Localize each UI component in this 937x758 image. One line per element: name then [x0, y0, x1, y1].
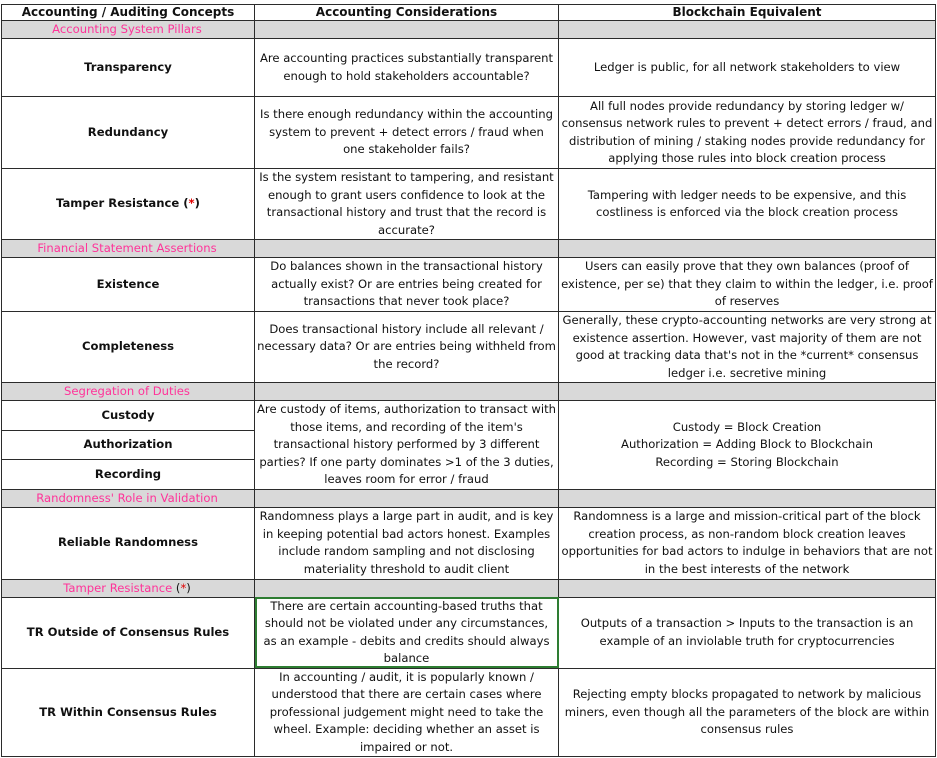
table-row-transparency	[2, 39, 936, 97]
table-row-tr-within	[2, 668, 936, 757]
header-row	[2, 5, 936, 21]
blockchain-cell[interactable]: Ledger is public, for all network stakeholders to view	[559, 39, 936, 97]
consideration-cell[interactable]: In accounting / audit, it is popularly known / understood that there are certain cases where professional judgement might need to take the wheel. Example: deciding whether an asset is impaired or not.	[255, 668, 559, 757]
section-title-randomness[interactable]: Randomness' Role in Validation	[2, 489, 255, 507]
blockchain-line-custody: Custody = Block Creation	[672, 419, 822, 434]
empty-cell[interactable]	[255, 240, 559, 258]
empty-cell[interactable]	[559, 489, 936, 507]
blockchain-cell[interactable]: Outputs of a transaction > Inputs to the transaction is an example of an inviolable truth for cryptocurrencies	[559, 597, 936, 668]
empty-cell[interactable]	[255, 383, 559, 401]
table-row-existence	[2, 258, 936, 312]
empty-cell[interactable]	[255, 579, 559, 597]
blockchain-cell[interactable]: Rejecting empty blocks propagated to network by malicious miners, even though all the parameters of the block are within consensus rules	[559, 668, 936, 757]
concept-cell[interactable]: Reliable Randomness	[2, 507, 255, 579]
blockchain-cell[interactable]: Generally, these crypto-accounting networks are very strong at existence assertion. However, vast majority of them are not good at tracking data that's not in the *current* consensus ledger i.e. secretive mining	[559, 312, 936, 383]
concept-cell[interactable]: TR Outside of Consensus Rules	[2, 597, 255, 668]
asterisk-marker: *	[188, 196, 195, 211]
blockchain-line-authorization: Authorization = Adding Block to Blockchain	[621, 437, 873, 451]
concept-label-end: )	[194, 196, 200, 211]
blockchain-cell[interactable]: Tampering with ledger needs to be expensive, and this costliness is enforced via the block creation process	[559, 169, 936, 240]
section-title-assertions[interactable]: Financial Statement Assertions	[2, 240, 255, 258]
empty-cell[interactable]	[559, 383, 936, 401]
blockchain-cell[interactable]	[559, 401, 936, 490]
blockchain-line-recording: Recording = Storing Blockchain	[655, 454, 839, 469]
concept-cell-authorization[interactable]: Authorization	[2, 430, 255, 460]
concept-cell[interactable]: TR Within Consensus Rules	[2, 668, 255, 757]
concept-cell[interactable]: Transparency	[2, 39, 255, 97]
concept-cell[interactable]: Existence	[2, 258, 255, 312]
table-row-custody	[2, 401, 936, 431]
header-blockchain[interactable]: Blockchain Equivalent	[559, 5, 936, 21]
empty-cell[interactable]	[559, 579, 936, 597]
concept-cell[interactable]: Redundancy	[2, 97, 255, 169]
empty-cell[interactable]	[559, 21, 936, 39]
header-concepts[interactable]: Accounting / Auditing Concepts	[2, 5, 255, 21]
table-row-tr-outside	[2, 597, 936, 668]
section-title-duties[interactable]: Segregation of Duties	[2, 383, 255, 401]
section-title-text: Tamper Resistance	[63, 580, 173, 595]
consideration-cell[interactable]: Are custody of items, authorization to transact with those items, and recording of the item's transactional history performed by 3 different parties? If one party dominates >1 of the 3 duties, leaves room for error / fraud	[255, 401, 559, 490]
section-row-randomness	[2, 489, 936, 507]
empty-cell[interactable]	[255, 21, 559, 39]
table-row-tamper-resistance	[2, 169, 936, 240]
concept-cell-custody[interactable]: Custody	[2, 401, 255, 431]
consideration-cell[interactable]: Are accounting practices substantially transparent enough to hold stakeholders accountable?	[255, 39, 559, 97]
empty-cell[interactable]	[559, 240, 936, 258]
section-title-tamper[interactable]	[2, 579, 255, 597]
concept-cell-recording[interactable]: Recording	[2, 460, 255, 490]
blockchain-cell[interactable]: Users can easily prove that they own balances (proof of existence, per se) that they claim to within the ledger, i.e. proof of reserves	[559, 258, 936, 312]
section-row-duties	[2, 383, 936, 401]
comparison-table	[1, 4, 936, 757]
consideration-cell[interactable]: Randomness plays a large part in audit, and is key in keeping potential bad actors honest. Examples include random sampling and not disclosing materiality threshold to audit client	[255, 507, 559, 579]
consideration-cell[interactable]: Does transactional history include all relevant / necessary data? Or are entries being withheld from the record?	[255, 312, 559, 383]
section-title-pillars[interactable]: Accounting System Pillars	[2, 21, 255, 39]
concept-cell[interactable]: Completeness	[2, 312, 255, 383]
concept-label: Tamper Resistance (	[56, 196, 189, 211]
section-row-pillars	[2, 21, 936, 39]
asterisk-star: *	[180, 580, 187, 595]
blockchain-cell[interactable]: Randomness is a large and mission-critical part of the block creation process, as non-random block creation leaves opportunities for bad actors to indulge in behaviors that are not in the best interests of the network	[559, 507, 936, 579]
section-row-tamper	[2, 579, 936, 597]
consideration-cell-selected[interactable]: There are certain accounting-based truths that should not be violated under any circumstances, as an example - debits and credits should always balance	[255, 597, 559, 668]
table-row-reliable-randomness	[2, 507, 936, 579]
consideration-cell[interactable]: Is the system resistant to tampering, and resistant enough to grant users confidence to look at the transactional history and trust that the record is accurate?	[255, 169, 559, 240]
table-row-completeness	[2, 312, 936, 383]
consideration-cell[interactable]: Do balances shown in the transactional history actually exist? Or are entries being created for transactions that never took place?	[255, 258, 559, 312]
concept-cell[interactable]	[2, 169, 255, 240]
consideration-cell[interactable]: Is there enough redundancy within the accounting system to prevent + detect errors / fraud when one stakeholder fails?	[255, 97, 559, 169]
blockchain-cell[interactable]: All full nodes provide redundancy by storing ledger w/ consensus network rules to prevent + detect errors / fraud, and distribution of mining / staking nodes provide redundancy for applying those rules into block creation process	[559, 97, 936, 169]
empty-cell[interactable]	[255, 489, 559, 507]
section-row-assertions	[2, 240, 936, 258]
table-row-redundancy	[2, 97, 936, 169]
asterisk-marker: (*)	[175, 580, 191, 595]
header-considerations[interactable]: Accounting Considerations	[255, 5, 559, 21]
